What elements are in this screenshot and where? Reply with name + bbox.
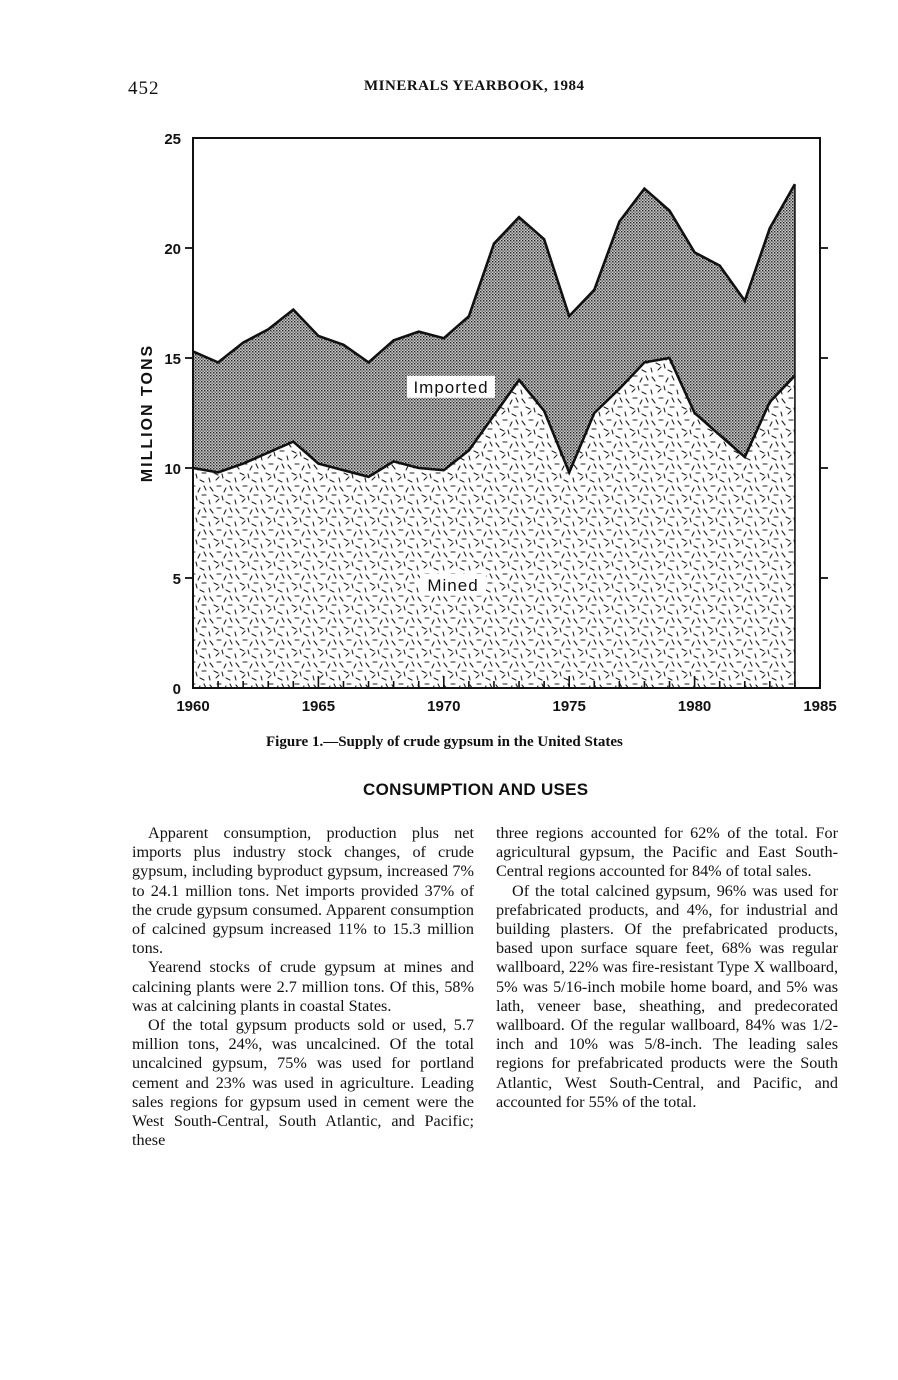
paragraph: Of the total gypsum products sold or used, 5.7 million tons, 24%, was uncalcined. Of the total uncalcined gypsum, 75% was used for portland cement and 23% was used in agriculture. Leading sales regions for gypsum used in cement were the West South-Central, South Atlantic, and Pacific; these	[132, 1016, 474, 1150]
x-tick-label: 1975	[552, 698, 586, 715]
body-column-left	[132, 824, 474, 1150]
page-number: 452	[128, 78, 160, 99]
x-tick-label: 1980	[677, 698, 712, 715]
figure-caption: Figure 1.—Supply of crude gypsum in the United States	[266, 734, 623, 750]
paragraph: Yearend stocks of crude gypsum at mines and calcining plants were 2.7 million tons. Of this, 58% was at calcining plants in coastal States.	[132, 958, 474, 1015]
y-axis-title: MILLION TONS	[139, 343, 156, 483]
mined-label: Mined	[427, 575, 479, 595]
paragraph: Apparent consumption, production plus net imports plus industry stock changes, of crude gypsum, including byproduct gypsum, increased 7% to 24.1 million tons. Net imports provided 37% of the crude gypsum consumed. Apparent consumption of calcined gypsum increased 11% to 15.3 million tons.	[132, 824, 474, 958]
x-tick-label: 1970	[427, 698, 461, 715]
running-title: MINERALS YEARBOOK, 1984	[364, 78, 585, 94]
x-tick-label: 1965	[301, 698, 336, 715]
y-tick-label: 5	[172, 571, 181, 588]
y-tick-label: 25	[164, 131, 181, 148]
y-tick-label: 15	[164, 351, 181, 368]
section-heading: CONSUMPTION AND USES	[363, 780, 589, 799]
y-tick-label: 20	[164, 241, 181, 258]
paragraph: Of the total calcined gypsum, 96% was used for prefabricated products, and 4%, for industrial and building plasters. Of the prefabricated products, based upon surface square feet, 68% was regular wallboard, 22% was fire-resistant Type X wallboard, 5% was 5/16-inch mobile home board, and 5% was lath, veneer base, sheathing, and predecorated wallboard. Of the regular wallboard, 84% was 1/2-inch and 10% was 5/8-inch. The leading sales regions for prefabricated products were the South Atlantic, West South-Central, and Pacific, and accounted for 55% of the total.	[496, 881, 838, 1111]
x-tick-label: 1985	[803, 698, 837, 715]
body-column-right	[496, 824, 838, 1112]
y-tick-label: 10	[164, 461, 181, 478]
y-tick-label: 0	[172, 681, 181, 698]
imported-label: Imported	[413, 377, 489, 397]
x-tick-label: 1960	[176, 698, 210, 715]
paragraph: three regions accounted for 62% of the total. For agricultural gypsum, the Pacific and East South-Central regions accounted for 84% of total sales.	[496, 824, 838, 881]
